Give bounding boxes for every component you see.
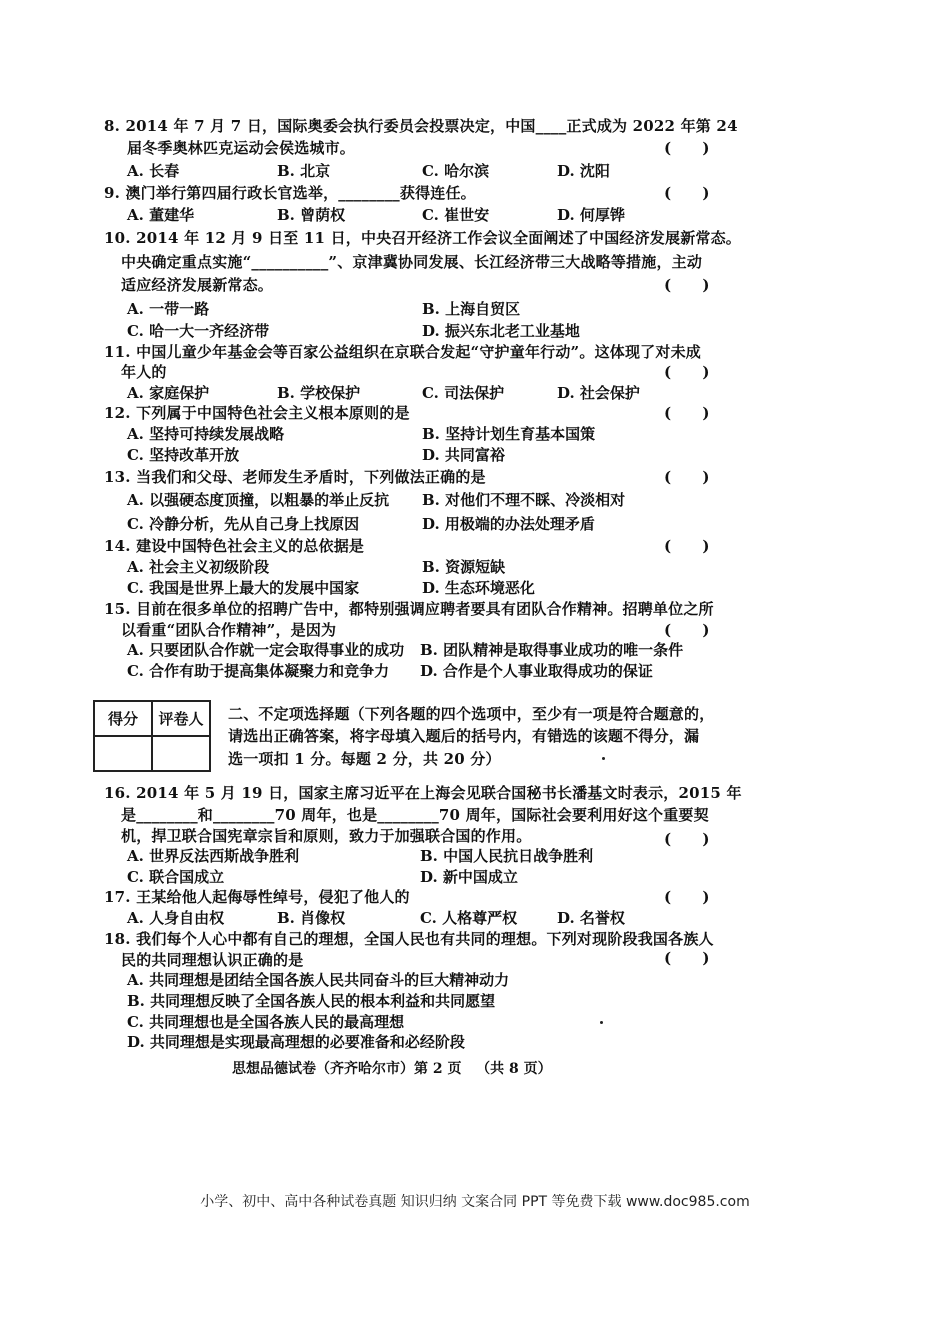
question-11-stem: 11. 中国儿童少年基金会等百家公益组织在京联合发起“守护童年行动”。这体现了对未成 [104,343,701,361]
score-cell[interactable] [94,736,152,771]
question-11-stem-cont: 年人的 [121,363,167,381]
option-c: C. 冷静分析，先从自己身上找原因 [127,515,360,533]
answer-bracket: ( ) [664,184,710,202]
option-a: A. 只要团队合作就一定会取得事业的成功 [127,641,405,659]
option-b: B. 中国人民抗日战争胜利 [420,847,594,865]
option-d: D. 生态环境恶化 [422,579,535,597]
option-a: A. 坚持可持续发展战略 [127,425,285,443]
option-b: B. 肖像权 [277,909,346,927]
question-14-stem: 14. 建设中国特色社会主义的总依据是 [104,537,365,555]
question-15-stem-cont: 以看重“团队合作精神”，是因为 [121,621,337,639]
option-c: C. 哈尔滨 [422,162,490,180]
score-table [93,700,211,772]
option-c: C. 哈一大一齐经济带 [127,322,270,340]
question-15-stem: 15. 目前在很多单位的招聘广告中，都特别强调应聘者要具有团队合作精神。招聘单位之所 [104,600,714,618]
question-18-stem: 18. 我们每个人心中都有自己的理想，全国人民也有共同的理想。下列对现阶段我国各族人 [104,930,714,948]
section-2-heading: 二、不定项选择题（下列各题的四个选项中，至少有一项是符合题意的， [228,705,715,723]
option-c: C. 我国是世界上最大的发展中国家 [127,579,360,597]
option-a: A. 一带一路 [127,300,210,318]
option-b: B. 北京 [277,162,331,180]
grader-label: 评卷人 [152,701,210,736]
option-b: B. 学校保护 [277,384,361,402]
question-12-stem: 12. 下列属于中国特色社会主义根本原则的是 [104,404,410,422]
answer-bracket: ( ) [664,276,710,294]
section-2-instructions-cont: 选一项扣 1 分。每题 2 分，共 20 分） [228,750,501,768]
answer-bracket: ( ) [664,404,710,422]
question-16-stem: 16. 2014 年 5 月 19 日，国家主席习近平在上海会见联合国秘书长潘基文时表示，2015 年 [104,784,742,802]
option-a: A. 长春 [127,162,180,180]
option-b: B. 对他们不理不睬、冷淡相对 [422,491,626,509]
scan-dot [602,757,605,760]
section-2-instructions: 请选出正确答案，将字母填入题后的括号内，有错选的该题不得分，漏 [228,727,700,745]
question-10-stem-cont: 中央确定重点实施“__________”、京津冀协同发展、长江经济带三大战略等措施，主动 [121,253,703,271]
question-10-stem: 10. 2014 年 12 月 9 日至 11 日，中央召开经济工作会议全面阐述了中国经济发展新常态。 [104,229,742,247]
option-d: D. 振兴东北老工业基地 [422,322,580,340]
question-17-stem: 17. 王某给他人起侮辱性绰号，侵犯了他人的 [104,888,410,906]
question-10-stem-cont2: 适应经济发展新常态。 [121,276,274,294]
option-d: D. 共同富裕 [422,446,505,464]
option-b: B. 曾荫权 [277,206,346,224]
grader-cell[interactable] [152,736,210,771]
question-16-stem-cont: 是________和________70 周年，也是________70 周年，国际社会要利用好这个重要契 [121,806,709,824]
option-c: C. 合作有助于提高集体凝聚力和竞争力 [127,662,390,680]
score-label: 得分 [94,701,152,736]
answer-bracket: ( ) [664,621,710,639]
scan-dot [600,1021,603,1024]
option-b: B. 资源短缺 [422,558,506,576]
option-c: C. 坚持改革开放 [127,446,240,464]
option-d: D. 合作是个人事业取得成功的保证 [420,662,653,680]
option-c: C. 联合国成立 [127,868,225,886]
option-a: A. 共同理想是团结全国各族人民共同奋斗的巨大精神动力 [127,971,510,989]
option-b: B. 共同理想反映了全国各族人民的根本利益和共同愿望 [127,992,496,1010]
option-d: D. 新中国成立 [420,868,518,886]
answer-bracket: ( ) [664,537,710,555]
option-a: A. 董建华 [127,206,195,224]
question-18-stem-cont: 民的共同理想认识正确的是 [121,951,304,969]
download-site-notice: 小学、初中、高中各种试卷真题 知识归纳 文案合同 PPT 等免费下载 www.doc985.com [200,1194,750,1210]
option-d: D. 名誉权 [557,909,625,927]
question-8-stem-cont: 届冬季奥林匹克运动会侯选城市。 [127,139,356,157]
answer-bracket: ( ) [664,363,710,381]
option-a: A. 社会主义初级阶段 [127,558,270,576]
option-c: C. 人格尊严权 [420,909,518,927]
option-a: A. 以强硬态度顶撞，以粗暴的举止反抗 [127,491,390,509]
answer-bracket: ( ) [664,888,710,906]
option-a: A. 世界反法西斯战争胜利 [127,847,300,865]
option-b: B. 团队精神是取得事业成功的唯一条件 [420,641,684,659]
question-13-stem: 13. 当我们和父母、老师发生矛盾时，下列做法正确的是 [104,468,486,486]
option-c: C. 崔世安 [422,206,490,224]
answer-bracket: ( ) [664,139,710,157]
option-d: D. 用极端的办法处理矛盾 [422,515,595,533]
option-d: D. 社会保护 [557,384,640,402]
answer-bracket: ( ) [664,468,710,486]
answer-bracket: ( ) [664,830,710,848]
option-a: A. 人身自由权 [127,909,225,927]
option-d: D. 沈阳 [557,162,610,180]
question-9-stem: 9. 澳门举行第四届行政长官选举，________获得连任。 [104,184,476,202]
option-d: D. 共同理想是实现最高理想的必要准备和必经阶段 [127,1033,465,1051]
option-c: C. 共同理想也是全国各族人民的最高理想 [127,1013,405,1031]
page-footer: 思想品德试卷（齐齐哈尔市）第 2 页 （共 8 页） [232,1061,552,1077]
answer-bracket: ( ) [664,949,710,967]
option-a: A. 家庭保护 [127,384,210,402]
option-d: D. 何厚铧 [557,206,625,224]
option-b: B. 坚持计划生育基本国策 [422,425,596,443]
question-8-stem: 8. 2014 年 7 月 7 日，国际奥委会执行委员会投票决定，中国____正式成为 2022 年第 24 [104,117,738,135]
option-c: C. 司法保护 [422,384,505,402]
question-16-stem-cont2: 机，捍卫联合国宪章宗旨和原则，致力于加强联合国的作用。 [121,827,532,845]
option-b: B. 上海自贸区 [422,300,521,318]
